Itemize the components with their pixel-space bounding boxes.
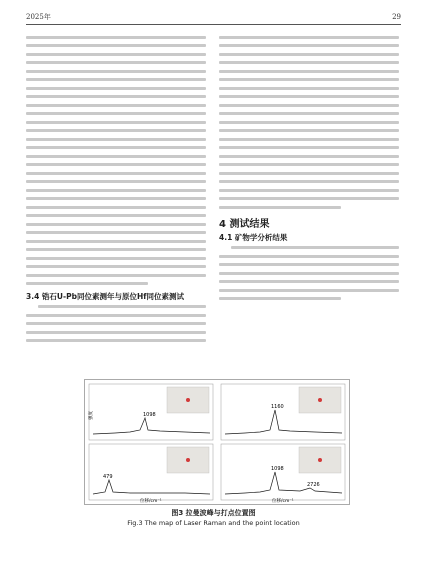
text-line [219,255,399,258]
text-line [26,206,206,209]
spectrum-line [225,410,342,434]
y-axis-label: 强度 [89,411,94,420]
section-heading-4: 4 测试结果 [219,218,270,230]
text-line [219,104,399,107]
text-line [219,53,399,56]
figure-caption-en: Fig.3 The map of Laser Raman and the point location [127,519,300,527]
text-line [219,87,399,90]
text-line [26,240,206,243]
text-line [219,297,341,300]
text-line [219,146,399,149]
peak-label: 2726 [307,482,320,488]
text-line [26,322,206,325]
text-line [219,70,399,73]
text-line [219,189,399,192]
header-rule [26,24,401,25]
text-line [26,314,206,317]
text-line [26,257,206,260]
text-line [26,61,206,64]
text-line [26,214,206,217]
text-line [26,155,206,158]
analysis-spot [186,398,190,402]
text-line [219,180,399,183]
text-line [26,223,206,226]
page-header [26,10,401,24]
text-line [26,112,206,115]
text-line [26,339,206,342]
text-line [219,44,399,47]
raman-spectra [85,380,349,504]
text-line [26,197,206,200]
section-heading-4-1: 4.1 矿物学分析结果 [219,232,288,242]
text-line [26,189,206,192]
x-axis-label: 位移/cm⁻¹ [140,499,162,504]
header-page-number: 29 [392,13,401,21]
text-line [26,248,206,251]
text-line [26,78,206,81]
text-line [26,163,206,166]
text-line [26,172,206,175]
text-line [219,36,399,39]
text-line [26,231,206,234]
text-line [219,206,341,209]
peak-label: 1160 [271,404,284,410]
text-line [26,121,206,124]
spectrum-line [93,480,210,494]
spectrum-line [93,418,210,434]
text-line [26,95,206,98]
text-line [219,155,399,158]
text-line [219,121,399,124]
analysis-spot [186,458,190,462]
text-line [26,282,148,285]
text-line [26,331,206,334]
text-line [219,289,399,292]
text-line [231,246,399,249]
section-heading-3-4: 3.4 锆石U-Pb同位素测年与原位Hf同位素测试 [26,291,185,301]
text-line [219,95,399,98]
analysis-spot [318,398,322,402]
figure-caption-cn: 图3 拉曼波峰与打点位置图 [171,509,256,517]
text-line [26,129,206,132]
peak-label: 479 [103,474,113,480]
text-line [38,305,206,308]
text-line [219,197,399,200]
text-line [219,263,399,266]
text-line [26,180,206,183]
text-line [26,274,206,277]
text-line [26,53,206,56]
text-line [26,265,206,268]
text-line [219,61,399,64]
text-line [26,70,206,73]
text-line [219,129,399,132]
text-line [26,36,206,39]
raman-figure [84,379,350,505]
text-line [26,146,206,149]
text-line [26,87,206,90]
text-line [26,104,206,107]
right-column [219,30,399,306]
text-line [26,138,206,141]
spectrum-line [225,472,342,494]
analysis-spot [318,458,322,462]
peak-label: 1098 [143,412,156,418]
text-line [219,280,399,283]
text-line [219,112,399,115]
text-line [219,272,399,275]
header-year: 2025年 [26,13,51,21]
text-line [219,78,399,81]
text-line [219,138,399,141]
x-axis-label: 位移/cm⁻¹ [272,499,294,504]
text-line [219,172,399,175]
left-column [26,30,206,348]
text-line [219,163,399,166]
text-line [26,44,206,47]
peak-label: 1098 [271,466,284,472]
